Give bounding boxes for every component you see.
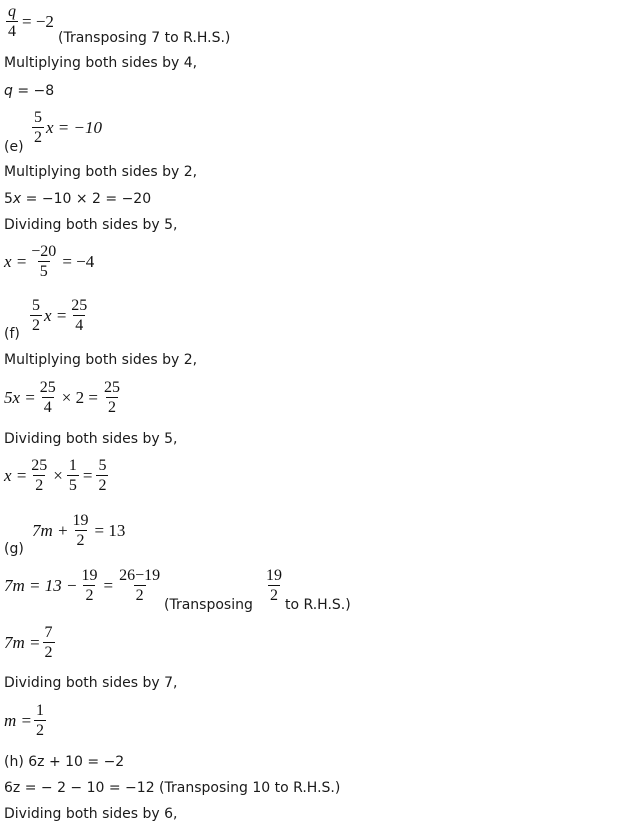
transposing-note: (Transposing (164, 597, 253, 613)
fraction (29, 456, 49, 495)
equation-lhs: 7m = 13 − (4, 575, 78, 595)
fraction (69, 296, 89, 335)
equation-mid: × 2 = (61, 387, 98, 407)
fraction-numerator: q (8, 3, 16, 20)
fraction-numerator: 5 (98, 457, 107, 474)
equation-lhs: x = (4, 465, 28, 485)
fraction-denominator: 4 (8, 23, 16, 40)
variable: q (4, 83, 13, 99)
fraction-numerator: 7 (44, 624, 53, 641)
fraction-denominator: 2 (34, 129, 42, 146)
fraction-denominator: 2 (44, 644, 53, 661)
fraction (79, 566, 99, 605)
fraction-denominator: 2 (270, 587, 278, 604)
step-text: Multiplying both sides by 2, (4, 352, 198, 368)
part-label-f: (f) (4, 326, 20, 342)
fraction-denominator: 4 (43, 399, 52, 416)
fraction-denominator: 2 (32, 317, 40, 334)
step-text: Dividing both sides by 6, (4, 806, 178, 822)
step-text: Multiplying both sides by 2, (4, 164, 198, 180)
fraction-numerator: 19 (72, 512, 89, 529)
step-text: Dividing both sides by 5, (4, 217, 178, 233)
step-text: Dividing both sides by 7, (4, 675, 178, 691)
coefficient: 5 (4, 191, 13, 207)
step-text: Multiplying both sides by 4, (4, 55, 198, 71)
part-label-g: (g) (4, 541, 24, 557)
equation-f (28, 296, 91, 335)
fraction-denominator: 2 (107, 399, 116, 416)
equation-x-solution (4, 456, 110, 495)
fraction-numerator: 26−19 (119, 567, 161, 584)
fraction (43, 623, 55, 662)
equation-g (32, 511, 127, 550)
equation-mid: x = (44, 305, 68, 325)
fraction-denominator: 4 (75, 317, 84, 334)
fraction-denominator: 2 (135, 587, 144, 604)
fraction-denominator: 5 (68, 477, 77, 494)
fraction (34, 701, 46, 740)
fraction (30, 296, 42, 335)
result-value: = −8 (12, 83, 55, 99)
step-text: Dividing both sides by 5, (4, 431, 178, 447)
transposed-fraction (262, 566, 286, 605)
fraction-denominator: 2 (76, 532, 85, 549)
fraction-denominator: 2 (98, 477, 107, 494)
fraction (102, 378, 122, 417)
fraction-numerator: 1 (36, 702, 44, 719)
fraction (6, 2, 18, 41)
equation-lhs: 5x = (4, 387, 36, 407)
fraction-numerator: 5 (32, 297, 40, 314)
fraction-denominator: 5 (39, 263, 48, 280)
fraction (117, 566, 162, 605)
fraction (29, 242, 58, 281)
equation-x-divide (4, 242, 96, 281)
equation-rhs: = −2 (22, 11, 54, 31)
equation-lhs: 7m = (4, 632, 41, 652)
fraction-numerator: −20 (31, 243, 57, 260)
times-sign: × (53, 465, 63, 485)
equation-q-over-4 (4, 2, 56, 41)
fraction-numerator: 25 (31, 457, 48, 474)
result-value: = −10 × 2 = −20 (21, 191, 152, 207)
equation-lhs: m = (4, 710, 32, 730)
equals-sign: = (82, 465, 93, 485)
fraction (71, 511, 91, 550)
fraction (96, 456, 108, 495)
fraction-numerator: 19 (81, 567, 98, 584)
transposing-note: to R.H.S.) (285, 597, 351, 613)
equation-m-result (4, 701, 48, 740)
part-label-h: (h) 6z + 10 = −2 (4, 754, 125, 770)
equation-rhs: = −4 (62, 251, 95, 271)
equation-lhs: x = (4, 251, 28, 271)
fraction-denominator: 2 (36, 722, 44, 739)
result-line (4, 191, 151, 207)
fraction-numerator: 25 (39, 379, 56, 396)
part-label-e: (e) (4, 139, 24, 155)
variable: x (12, 191, 22, 207)
fraction (32, 108, 44, 147)
equation-7m-result (4, 623, 57, 662)
equation-e (30, 108, 102, 147)
equation-rhs: = 13 (94, 520, 126, 540)
fraction-numerator: 25 (71, 297, 88, 314)
fraction-numerator: 5 (34, 109, 42, 126)
fraction (264, 566, 284, 605)
fraction (38, 378, 58, 417)
fraction (67, 456, 79, 495)
equals-sign: = (103, 575, 114, 595)
fraction-numerator: 25 (103, 379, 120, 396)
equation-7m-transpose (4, 566, 164, 605)
fraction-numerator: 1 (68, 457, 77, 474)
fraction-numerator: 19 (266, 567, 282, 584)
fraction-denominator: 2 (35, 477, 44, 494)
fraction-denominator: 2 (85, 587, 94, 604)
transposing-note: (Transposing 7 to R.H.S.) (58, 30, 231, 46)
equation-multiply (4, 378, 124, 417)
equation-rhs: x = −10 (46, 117, 102, 137)
result-line (4, 83, 54, 99)
transposing-line: 6z = − 2 − 10 = −12 (Transposing 10 to R.H.S.) (4, 780, 341, 796)
equation-lhs: 7m + (32, 520, 69, 540)
